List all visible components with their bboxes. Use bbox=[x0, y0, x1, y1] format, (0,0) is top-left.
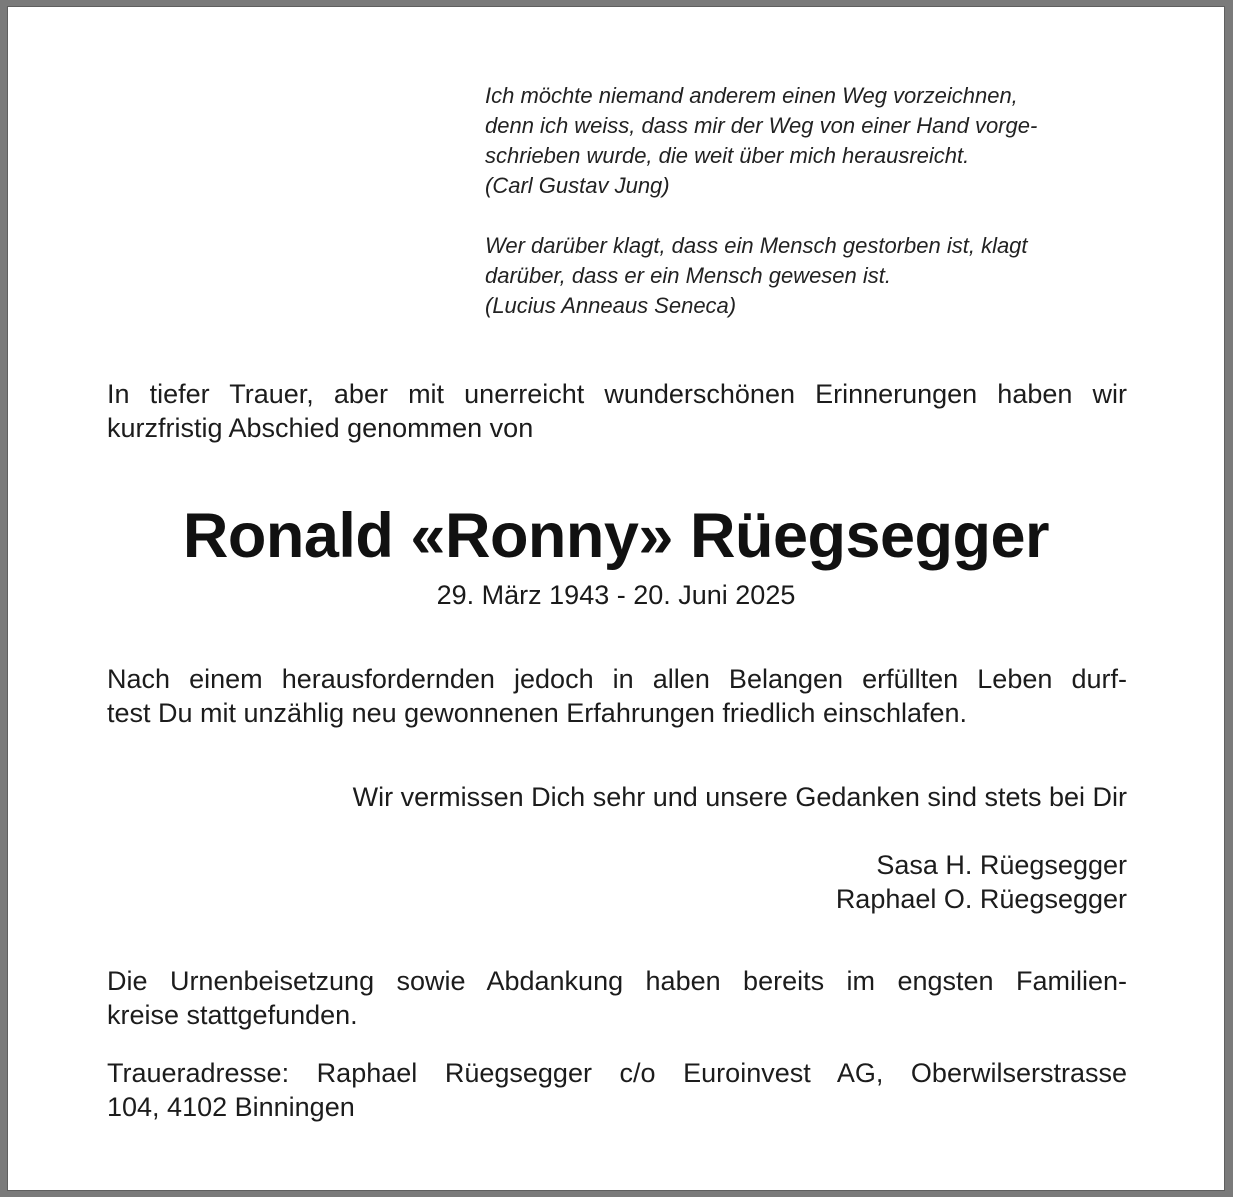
obituary-page bbox=[8, 7, 1224, 1190]
burial-paragraph bbox=[107, 964, 1127, 1032]
signatories bbox=[107, 848, 1127, 916]
quote-author: (Carl Gustav Jung) bbox=[485, 173, 670, 198]
burial-line: kreise stattgefunden. bbox=[107, 1000, 358, 1030]
life-paragraph bbox=[107, 662, 1127, 730]
life-line: test Du mit unzählig neu gewonnenen Erfahrungen friedlich einschlafen. bbox=[107, 698, 968, 728]
quote-line: Ich möchte niemand anderem einen Weg vorzeichnen, bbox=[485, 83, 1018, 108]
address-line: 104, 4102 Binningen bbox=[107, 1092, 355, 1122]
intro-line: In tiefer Trauer, aber mit unerreicht wunderschönen Erinnerungen haben wir bbox=[107, 379, 1127, 409]
quote-seneca bbox=[485, 231, 1125, 321]
life-line: Nach einem herausfordernden jedoch in allen Belangen erfüllten Leben durf- bbox=[107, 664, 1127, 694]
quote-jung bbox=[485, 81, 1125, 201]
intro-line: kurzfristig Abschied genommen von bbox=[107, 413, 534, 443]
miss-text: Wir vermissen Dich sehr und unsere Gedanken sind stets bei Dir bbox=[352, 782, 1127, 812]
signatory-name: Sasa H. Rüegsegger bbox=[876, 850, 1127, 880]
life-dates: 29. März 1943 - 20. Juni 2025 bbox=[436, 580, 796, 610]
quotes-block bbox=[485, 81, 1125, 351]
quote-line: schrieben wurde, die weit über mich herausreicht. bbox=[485, 143, 970, 168]
intro-paragraph bbox=[107, 377, 1127, 445]
address-line: Traueradresse: Raphael Rüegsegger c/o Euroinvest AG, Oberwilserstrasse bbox=[107, 1058, 1127, 1088]
burial-line: Die Urnenbeisetzung sowie Abdankung haben bereits im engsten Familien- bbox=[107, 966, 1127, 996]
quote-line: darüber, dass er ein Mensch gewesen ist. bbox=[485, 263, 892, 288]
deceased-name: Ronald «Ronny» Rüegsegger bbox=[182, 501, 1050, 571]
signatory-name: Raphael O. Rüegsegger bbox=[835, 884, 1127, 914]
quote-author: (Lucius Anneaus Seneca) bbox=[485, 293, 737, 318]
quote-line: denn ich weiss, dass mir der Weg von einer Hand vorge- bbox=[485, 113, 1038, 138]
address-paragraph bbox=[107, 1056, 1127, 1124]
quote-line: Wer darüber klagt, dass ein Mensch gestorben ist, klagt bbox=[485, 233, 1028, 258]
